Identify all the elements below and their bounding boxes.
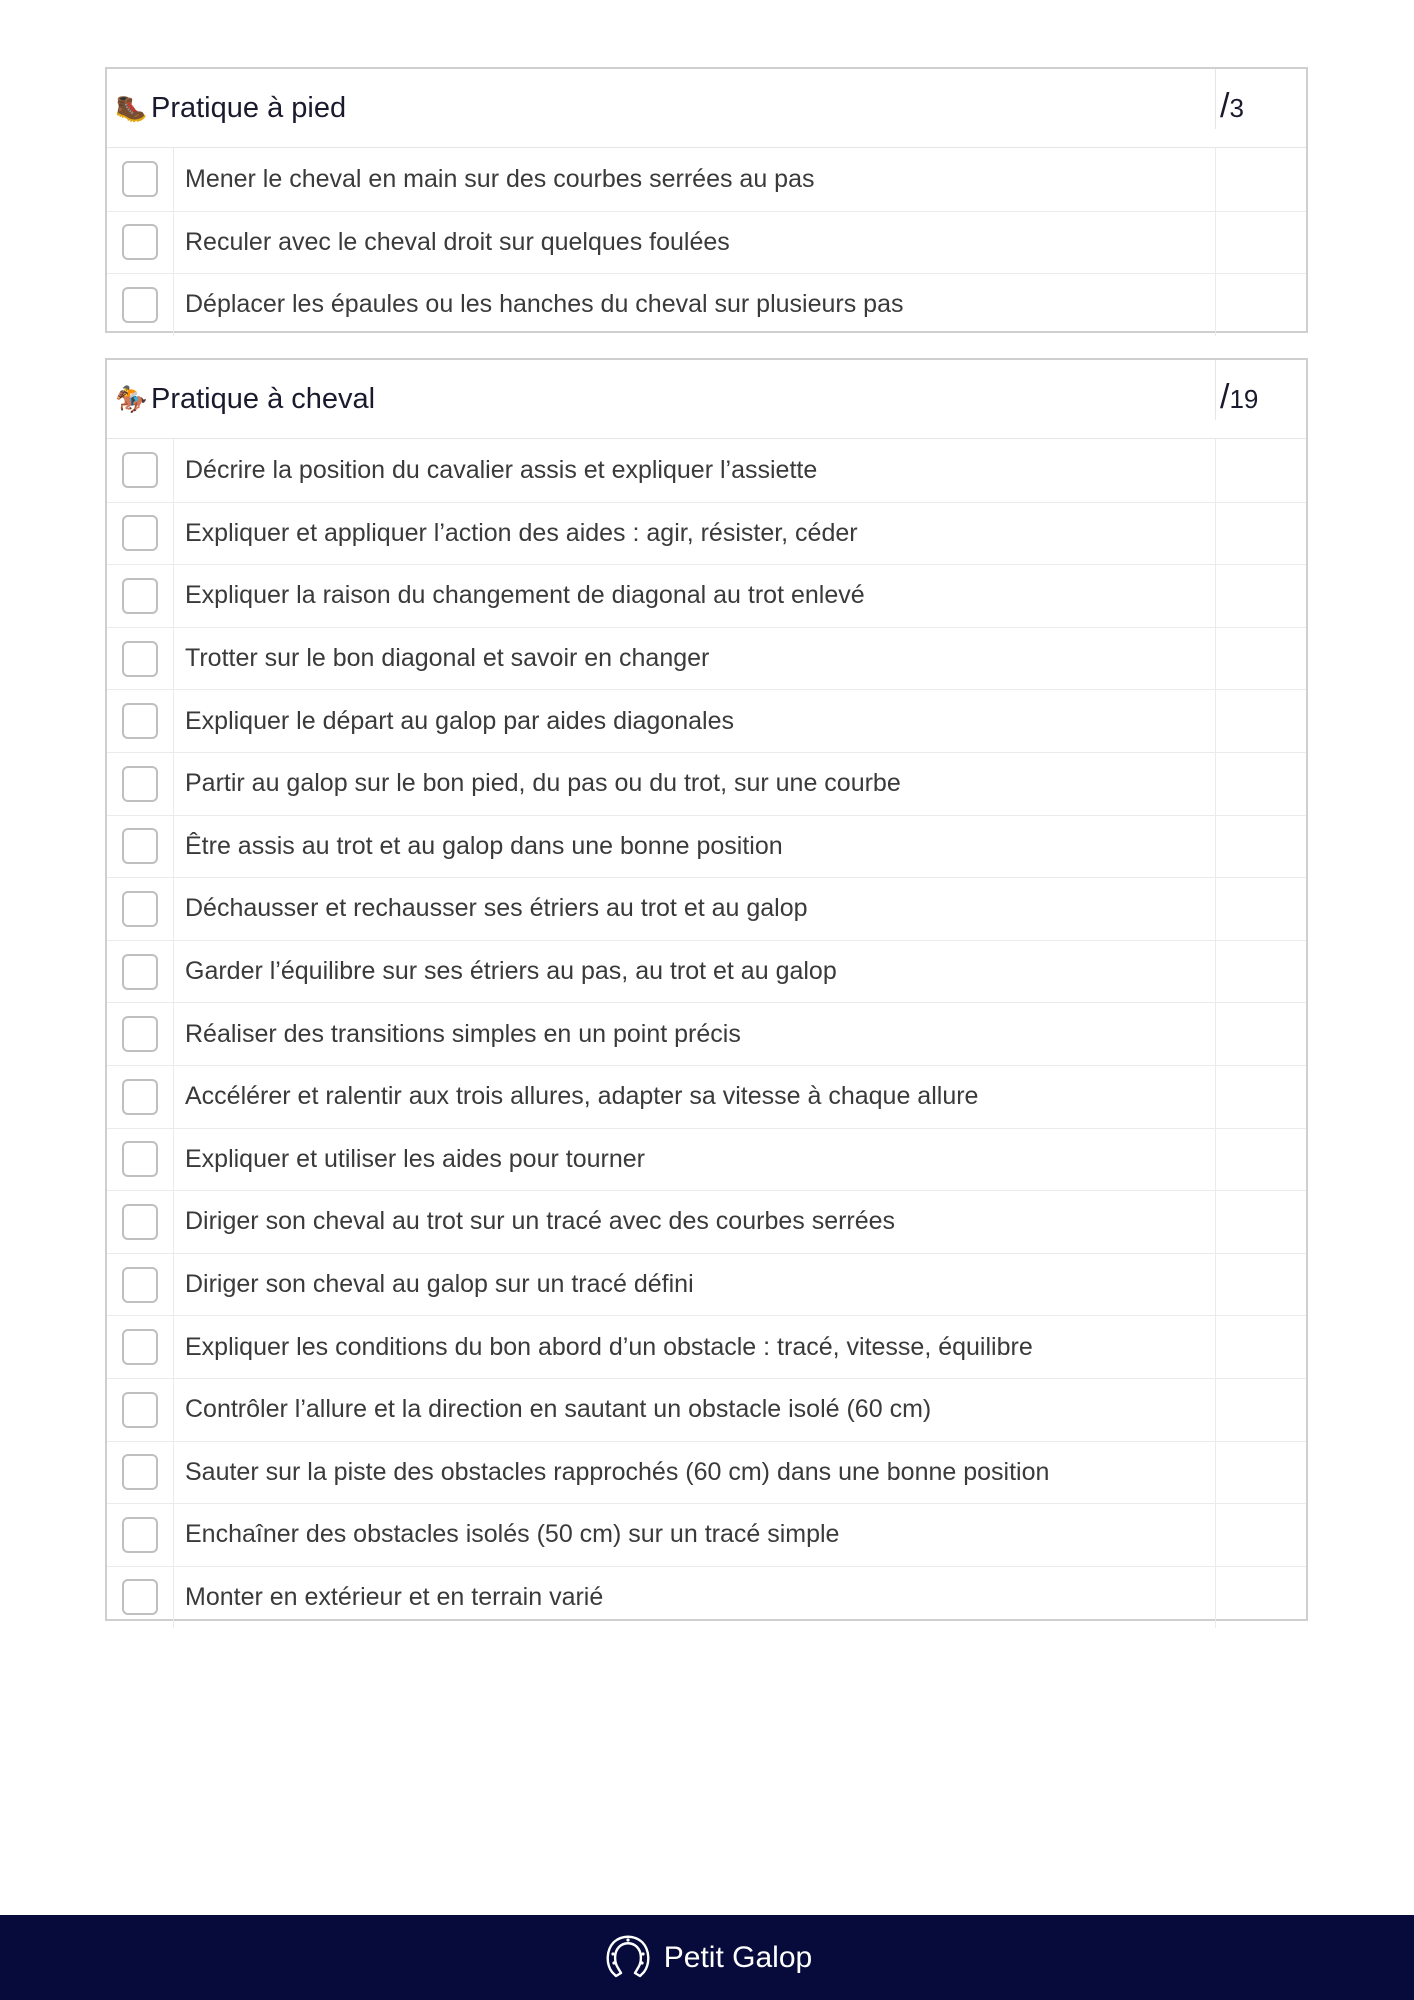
item-checkbox[interactable] [122,578,158,614]
item-score-cell [1216,753,1306,815]
section-title [115,69,346,147]
item-checkbox[interactable] [122,641,158,677]
item-score-cell [1216,878,1306,940]
item-score-cell [1216,628,1306,690]
item-label: Monter en extérieur et en terrain varié [174,1567,1216,1629]
item-checkbox[interactable] [122,515,158,551]
checklist [107,148,1306,336]
item-label: Expliquer le départ au galop par aides diagonales [174,690,1216,752]
item-score-cell [1216,690,1306,752]
item-score-cell [1216,1066,1306,1128]
item-checkbox[interactable] [122,224,158,260]
list-item [107,1128,1306,1191]
list-item [107,689,1306,752]
list-item [107,211,1306,274]
item-checkbox[interactable] [122,1329,158,1365]
item-checkbox[interactable] [122,161,158,197]
brand-name: Petit Galop [663,1940,813,1974]
list-item [107,752,1306,815]
item-checkbox[interactable] [122,1016,158,1052]
item-score-cell [1216,1504,1306,1566]
item-score-cell [1216,941,1306,1003]
list-item [107,627,1306,690]
section-score: /3 [1215,69,1306,129]
boot-icon: 🥾 [115,92,148,123]
item-label: Déplacer les épaules ou les hanches du cheval sur plusieurs pas [174,274,1216,336]
item-score-cell [1216,1442,1306,1504]
item-checkbox[interactable] [122,828,158,864]
list-item [107,148,1306,211]
list-item [107,940,1306,1003]
item-label: Garder l’équilibre sur ses étriers au pas, au trot et au galop [174,941,1216,1003]
item-label: Contrôler l’allure et la direction en sautant un obstacle isolé (60 cm) [174,1379,1216,1441]
section-pratique-a-pied [105,67,1308,333]
section-header [107,360,1306,439]
item-checkbox[interactable] [122,1079,158,1115]
item-label: Expliquer les conditions du bon abord d’un obstacle : tracé, vitesse, équilibre [174,1316,1216,1378]
item-label: Expliquer et utiliser les aides pour tourner [174,1129,1216,1191]
item-label: Diriger son cheval au trot sur un tracé avec des courbes serrées [174,1191,1216,1253]
item-label: Partir au galop sur le bon pied, du pas ou du trot, sur une courbe [174,753,1216,815]
footer [0,1915,1414,2000]
item-score-cell [1216,439,1306,502]
item-label: Sauter sur la piste des obstacles rapprochés (60 cm) dans une bonne position [174,1442,1216,1504]
item-score-cell [1216,1191,1306,1253]
list-item [107,502,1306,565]
list-item [107,1503,1306,1566]
item-score-cell [1216,1129,1306,1191]
list-item [107,877,1306,940]
list-item [107,564,1306,627]
list-item [107,815,1306,878]
item-checkbox[interactable] [122,452,158,488]
item-label: Décrire la position du cavalier assis et expliquer l’assiette [174,439,1216,502]
item-checkbox[interactable] [122,766,158,802]
horseshoe-icon [602,1932,654,1984]
horse-rider-icon: 🏇 [115,383,148,414]
item-score-cell [1216,1003,1306,1065]
item-label: Déchausser et rechausser ses étriers au trot et au galop [174,878,1216,940]
item-checkbox[interactable] [122,1267,158,1303]
item-checkbox[interactable] [122,1454,158,1490]
item-label: Trotter sur le bon diagonal et savoir en changer [174,628,1216,690]
item-score-cell [1216,148,1306,211]
section-title-text: Pratique à cheval [151,382,376,415]
list-item [107,1378,1306,1441]
item-label: Reculer avec le cheval droit sur quelques foulées [174,212,1216,274]
list-item [107,1190,1306,1253]
item-label: Réaliser des transitions simples en un point précis [174,1003,1216,1065]
item-score-cell [1216,503,1306,565]
item-checkbox[interactable] [122,1579,158,1615]
item-score-cell [1216,1379,1306,1441]
checklist [107,439,1306,1628]
list-item [107,1566,1306,1629]
section-score-value: 3 [1229,93,1244,123]
section-title [115,360,375,438]
list-item [107,1315,1306,1378]
list-item [107,439,1306,502]
item-checkbox[interactable] [122,1392,158,1428]
item-label: Enchaîner des obstacles isolés (50 cm) sur un tracé simple [174,1504,1216,1566]
item-label: Diriger son cheval au galop sur un tracé défini [174,1254,1216,1316]
item-score-cell [1216,212,1306,274]
item-checkbox[interactable] [122,891,158,927]
item-checkbox[interactable] [122,954,158,990]
item-score-cell [1216,1254,1306,1316]
list-item [107,1441,1306,1504]
list-item [107,1253,1306,1316]
section-pratique-a-cheval [105,358,1308,1621]
item-checkbox[interactable] [122,1204,158,1240]
item-score-cell [1216,1316,1306,1378]
item-score-cell [1216,565,1306,627]
item-checkbox[interactable] [122,1517,158,1553]
section-score-value: 19 [1229,384,1259,414]
item-score-cell [1216,274,1306,336]
item-label: Être assis au trot et au galop dans une bonne position [174,816,1216,878]
item-label: Expliquer la raison du changement de diagonal au trot enlevé [174,565,1216,627]
item-score-cell [1216,816,1306,878]
item-label: Mener le cheval en main sur des courbes serrées au pas [174,148,1216,211]
item-checkbox[interactable] [122,287,158,323]
item-label: Accélérer et ralentir aux trois allures, adapter sa vitesse à chaque allure [174,1066,1216,1128]
item-score-cell [1216,1567,1306,1629]
section-header [107,69,1306,148]
section-title-text: Pratique à pied [151,91,347,124]
item-checkbox[interactable] [122,1141,158,1177]
list-item [107,1065,1306,1128]
list-item [107,1002,1306,1065]
list-item [107,273,1306,336]
item-checkbox[interactable] [122,703,158,739]
section-score: /19 [1215,360,1306,420]
item-label: Expliquer et appliquer l’action des aides : agir, résister, céder [174,503,1216,565]
